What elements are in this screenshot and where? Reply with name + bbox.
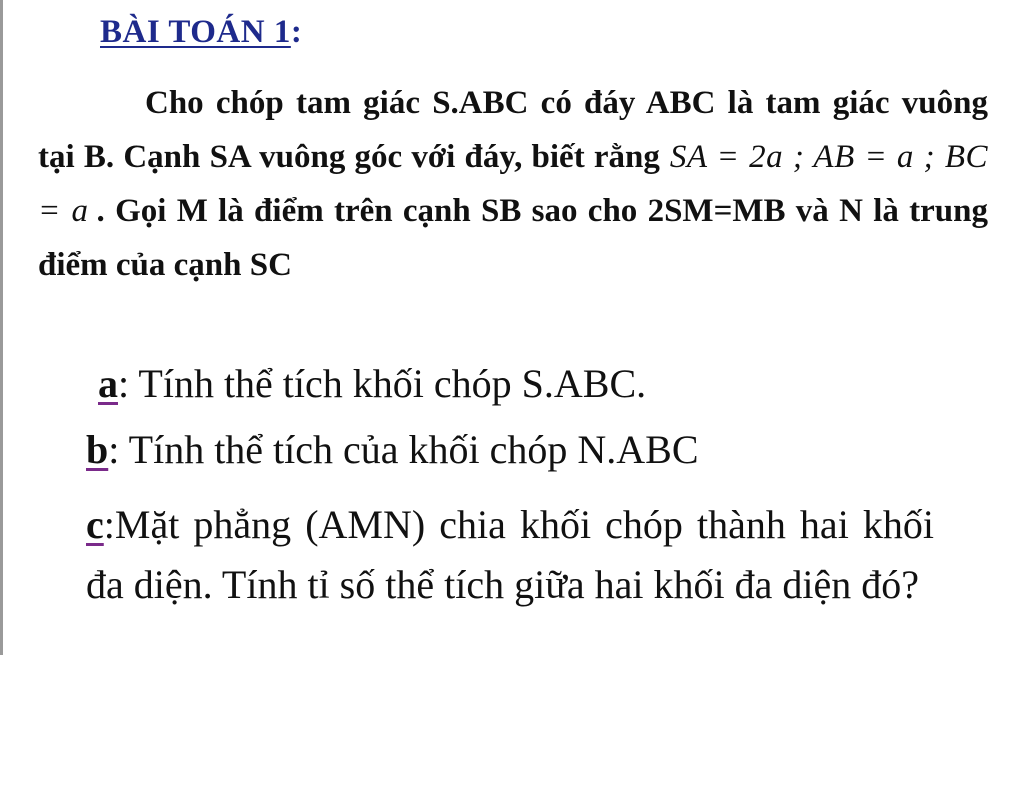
given-values: SA = 2a ; AB = a ; BC = a — [38, 139, 988, 229]
question-b-label: b — [86, 427, 109, 472]
problem-title-colon: : — [290, 14, 303, 50]
question-c — [86, 495, 934, 615]
question-c-label: c — [86, 502, 104, 547]
question-b-text: : Tính thể tích của khối chóp N.ABC — [108, 427, 699, 472]
question-a-text: : Tính thể tích khối chóp S.ABC. — [118, 361, 647, 406]
question-c-text: :Mặt phẳng (AMN) chia khối chóp thành hai khối đa diện. Tính tỉ số thể tích giữa hai khối đa diện đó? — [86, 502, 934, 607]
problem-title-text: BÀI TOÁN 1 — [100, 14, 291, 50]
problem-statement — [38, 76, 988, 292]
problem-rest: . Gọi M là điểm trên cạnh SB sao cho 2SM=MB và N là trung điểm của cạnh SC — [38, 193, 988, 283]
question-b — [86, 426, 699, 473]
question-a-label: a — [98, 361, 118, 406]
question-a — [98, 360, 646, 407]
problem-title — [100, 14, 302, 51]
problem-intro: Cho chóp tam giác S.ABC có đáy ABC là tam giác vuông tại B. Cạnh SA vuông góc với đáy, biết rằng — [38, 85, 988, 175]
